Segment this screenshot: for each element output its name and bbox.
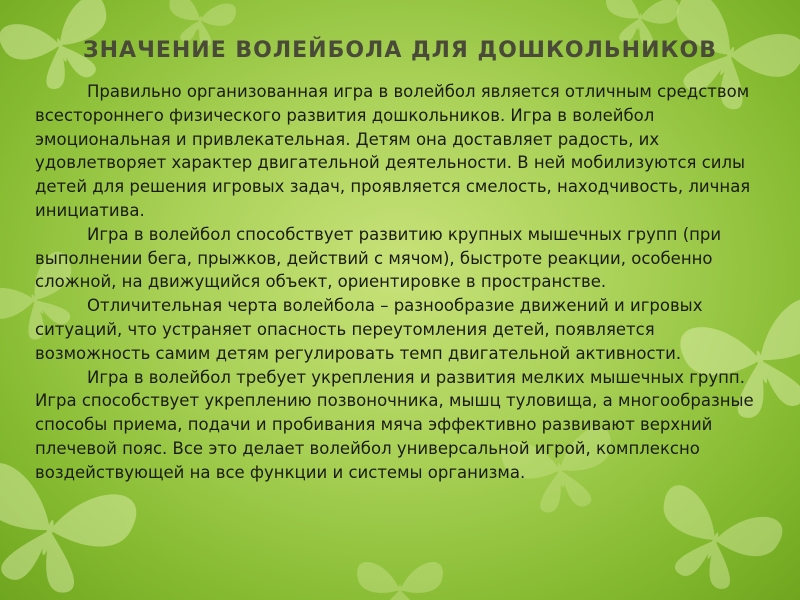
slide-body [35, 80, 775, 485]
paragraph: Правильно организованная игра в волейбол является отличным средством всестороннего физического развития дошкольников. Игра в волейбол эмоциональная и привлекательная. Детям она доставляет радость, их удовлетворяет характер двигательной деятельности. В ней мобилизуются силы детей для решения игровых задач, проявляется смелость, находчивость, личная инициатива. [35, 82, 751, 220]
paragraph: Отличительная черта волейбола – разнообразие движений и игровых ситуаций, что устраняет опасность переутомления детей, появляется возможность самим детям регулировать темп двигательной активности. [35, 296, 703, 363]
paragraph: Игра в волейбол требует укрепления и развития мелких мышечных групп. Игра способствует укреплению позвоночника, мышц туловища, а многообразные способы приема, подачи и пробивания мяча эффективно развивают верхний плечевой пояс. Все это делает волейбол универсальной игрой, комплексно воздействующей на все функции и системы организма. [35, 367, 754, 482]
paragraph: Игра в волейбол способствует развитию крупных мышечных групп (при выполнении бега, прыжков, действий с мячом), быстроте реакции, особенно сложной, на движущийся объект, ориентировке в пространстве. [35, 224, 722, 292]
slide-title: ЗНАЧЕНИЕ ВОЛЕЙБОЛА ДЛЯ ДОШКОЛЬНИКОВ [83, 38, 717, 63]
